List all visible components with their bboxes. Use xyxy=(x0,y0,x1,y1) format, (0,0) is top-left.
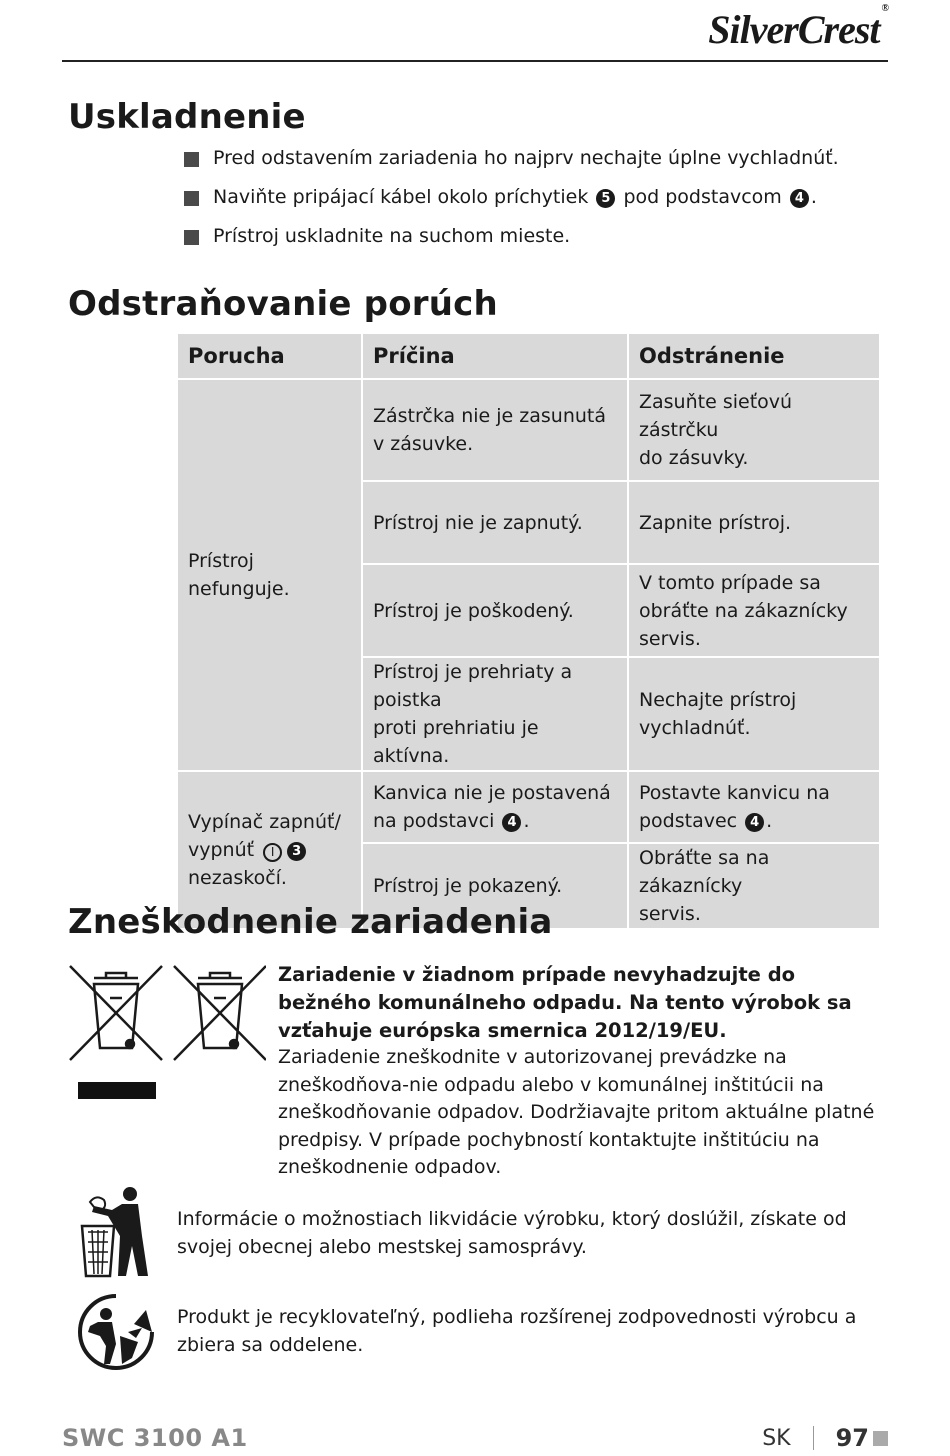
bullet-square-icon xyxy=(184,152,199,167)
ref-number-icon: 4 xyxy=(790,189,809,208)
fault-cell: Vypínač zapnúť/ vypnúť I 3 nezaskočí. xyxy=(177,771,362,929)
ref-number-icon: 4 xyxy=(745,813,764,832)
disposal-title: Zneškodnenie zariadenia xyxy=(68,902,553,942)
cause-cell: Prístroj je prehriaty a poistka proti prehriatiu je aktívna. xyxy=(362,657,628,771)
list-item: Prístroj uskladnite na suchom mieste. xyxy=(184,224,839,263)
cause-cell: Prístroj je poškodený. xyxy=(362,564,628,657)
list-item: Pred odstavením zariadenia ho najprv nechajte úplne vychladnúť. xyxy=(184,146,839,185)
troubleshooting-table xyxy=(177,333,880,929)
weee-bin-icons xyxy=(66,964,266,1064)
header-fault: Porucha xyxy=(177,333,362,379)
header-rule xyxy=(62,60,888,62)
footer-language: SK xyxy=(762,1425,791,1451)
fix-cell: Zasuňte sieťovú zástrčku do zásuvky. xyxy=(628,379,880,481)
cause-cell: Kanvica nie je postavená na podstavci 4 . xyxy=(362,771,628,843)
footer-square-icon xyxy=(873,1431,888,1446)
disposal-text: Zariadenie zneškodnite v autorizovanej prevádzke na zneškodňova-nie odpadu alebo v komunálnej inštitúcii na zneškodňovanie odpadov. Dodržiavajte pritom aktuálne platné predpisy. V prípade pochybností kontaktujte inštitúciu na zneškodnenie odpadov. xyxy=(278,1046,875,1178)
header-fix: Odstránenie xyxy=(628,333,880,379)
disposal-warning: Zariadenie v žiadnom prípade nevyhadzujte do bežného komunálneho odpadu. Na tento výrobok sa vzťahuje európska smernica 2012/19/EU. xyxy=(278,963,852,1042)
bullet-square-icon xyxy=(184,230,199,245)
ref-number-icon: 3 xyxy=(287,842,306,861)
disposal-info-recycling: Produkt je recyklovateľný, podlieha rozšírenej zodpovednosti výrobcu a zbiera sa oddelene. xyxy=(177,1306,857,1356)
tidyman-icon xyxy=(78,1186,154,1278)
footer-model: SWC 3100 A1 xyxy=(62,1424,248,1452)
triman-recycling-icon xyxy=(76,1292,156,1372)
table-row xyxy=(177,771,880,843)
table-row xyxy=(177,379,880,481)
fix-cell: Obráťte sa na zákaznícky servis. xyxy=(628,843,880,929)
fix-cell: V tomto prípade sa obráťte na zákaznícky servis. xyxy=(628,564,880,657)
storage-title: Uskladnenie xyxy=(68,97,306,137)
ref-number-icon: 5 xyxy=(596,189,615,208)
fault-cell: Prístroj nefunguje. xyxy=(177,379,362,771)
cause-cell: Prístroj nie je zapnutý. xyxy=(362,481,628,564)
footer-page-info xyxy=(762,1424,888,1452)
power-switch-icon: I xyxy=(263,843,282,862)
brand-logo: SilverCrest ® xyxy=(708,2,888,52)
fix-cell: Zapnite prístroj. xyxy=(628,481,880,564)
storage-bullets xyxy=(184,146,839,263)
crossed-bin-icon xyxy=(70,966,162,1060)
bullet-square-icon xyxy=(184,191,199,206)
ref-number-icon: 4 xyxy=(502,813,521,832)
fix-cell: Nechajte prístroj vychladnúť. xyxy=(628,657,880,771)
list-item: Naviňte pripájací kábel okolo príchytiek 5 pod podstavcom 4 . xyxy=(184,185,839,224)
table-header-row xyxy=(177,333,880,379)
weee-black-bar xyxy=(78,1082,156,1099)
footer-separator xyxy=(813,1426,814,1450)
footer-page-number: 97 xyxy=(835,1424,869,1452)
header-cause: Príčina xyxy=(362,333,628,379)
cause-cell: Prístroj je pokazený. xyxy=(362,843,628,929)
disposal-info-municipal: Informácie o možnostiach likvidácie výrobku, ktorý doslúžil, získate od svojej obecnej alebo mestskej samosprávy. xyxy=(177,1208,847,1258)
cause-cell: Zástrčka nie je zasunutá v zásuvke. xyxy=(362,379,628,481)
crossed-bin-icon xyxy=(174,966,266,1060)
troubleshooting-title: Odstraňovanie porúch xyxy=(68,284,498,324)
fix-cell: Postavte kanvicu na podstavec 4 . xyxy=(628,771,880,843)
